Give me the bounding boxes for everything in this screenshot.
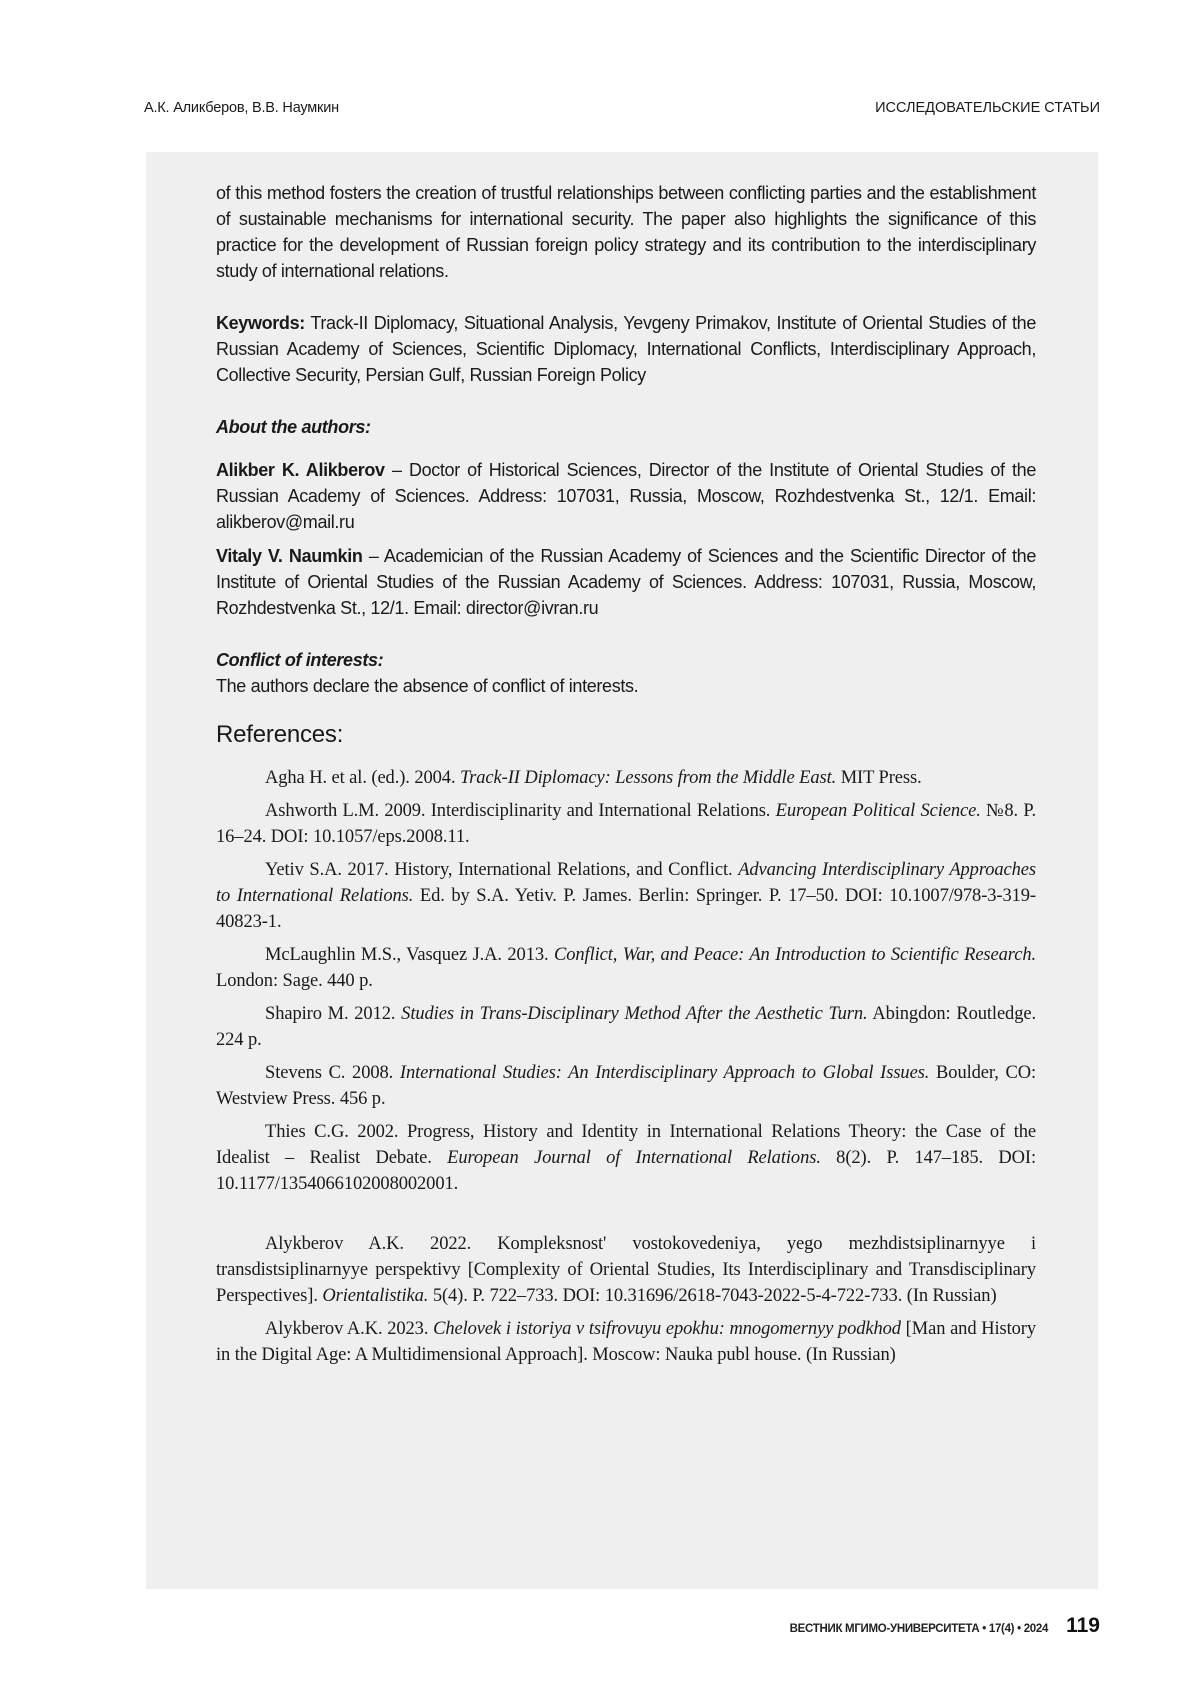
ref-text: McLaughlin M.S., Vasquez J.A. 2013. [265,945,554,965]
ref-text: №8. P. 16–24. DOI: 10.1057/eps.2008.11. [216,801,1036,847]
reference-item [216,765,1036,791]
author-name: Vitaly V. Naumkin [216,546,363,566]
references-list [216,765,1036,1368]
ref-title: Chelovek i istoriya v tsifrovuyu epokhu: mnogomernyy podkhod [433,1319,901,1339]
reference-item [216,1001,1036,1053]
reference-item [216,1316,1036,1368]
journal-info: ВЕСТНИК МГИМО-УНИВЕРСИТЕТА • 17(4) • 2024 [790,1623,1048,1635]
ref-text: MIT Press. [836,768,921,788]
references-heading: References: [216,719,1036,751]
ref-text: Thies C.G. 2002. Progress, History and Identity in International Relations Theory: the Case of the Idealist – Realist Debate. [216,1122,1036,1168]
ref-text: Ed. by S.A. Yetiv. P. James. Berlin: Springer. P. 17–50. DOI: 10.1007/978-3-319-40823-1. [216,886,1036,932]
ref-text: Abingdon: Routledge. 224 p. [216,1004,1036,1050]
author-bio: – Doctor of Historical Sciences, Director of the Institute of Oriental Studies of the Russian Academy of Sciences. Address: 107031, Russia, Moscow, Rozhdestvenka St., 12/1. Email: alikberov@mail.ru [216,460,1036,532]
author-entry [216,543,1036,621]
reference-item [216,1119,1036,1197]
reference-item [216,1060,1036,1112]
ref-text: Alykberov A.K. 2023. [265,1319,433,1339]
ref-title: European Political Science. [776,801,981,821]
author-bio: – Academician of the Russian Academy of Sciences and the Scientific Director of the Institute of Oriental Studies of the Russian Academy of Sciences. Address: 107031, Russia, Moscow, Rozhdestvenka St., 12/1. Email: director@ivran.ru [216,546,1036,618]
about-authors-heading: About the authors: [216,414,1036,440]
reference-item [216,798,1036,850]
keywords-text: Track-II Diplomacy, Situational Analysis, Yevgeny Primakov, Institute of Oriental Studies of the Russian Academy of Sciences, Scientific Diplomacy, International Conflicts, Interdisciplinary Approach, Collective Security, Persian Gulf, Russian Foreign Policy [216,313,1036,385]
reference-item [216,1231,1036,1309]
ref-title: Studies in Trans-Disciplinary Method After the Aesthetic Turn. [401,1004,867,1024]
reference-item [216,857,1036,935]
ref-text: Stevens C. 2008. [265,1063,400,1083]
author-name: Alikber K. Alikberov [216,460,385,480]
ref-text: Boulder, CO: Westview Press. 456 p. [216,1063,1036,1109]
ref-text: 5(4). P. 722–733. DOI: 10.31696/2618-7043-2022-5-4-722-733. (In Russian) [428,1286,996,1306]
abstract-continuation: of this method fosters the creation of trustful relationships between conflicting parties and the establishment of sustainable mechanisms for international security. The paper also highlights the significance of this practice for the development of Russian foreign policy strategy and its contribution to the interdisciplinary study of international relations. [216,180,1036,284]
ref-text: Agha H. et al. (ed.). 2004. [265,768,460,788]
conflict-text: The authors declare the absence of conflict of interests. [216,673,1036,699]
ref-text: [Man and History in the Digital Age: A Multidimensional Approach]. Moscow: Nauka publ house. (In Russian) [216,1319,1036,1365]
running-head [144,100,1100,124]
conflict-heading: Conflict of interests: [216,647,1036,673]
ref-title: Orientalistika. [322,1286,428,1306]
ref-text: 8(2). P. 147–185. DOI: 10.1177/1354066102008002001. [216,1148,1036,1194]
ref-text: Ashworth L.M. 2009. Interdisciplinarity and International Relations. [265,801,776,821]
ref-title: International Studies: An Interdisciplinary Approach to Global Issues. [400,1063,929,1083]
author-entry [216,457,1036,535]
ref-text: Yetiv S.A. 2017. History, International Relations, and Conflict. [265,860,738,880]
keywords-block [216,310,1036,388]
page-footer [790,1614,1100,1640]
ref-title: Advancing Interdisciplinary Approaches to International Relations. [216,860,1036,906]
page-number: 119 [1066,1614,1100,1638]
ref-text: London: Sage. 440 p. [216,971,373,991]
ref-text: Shapiro M. 2012. [265,1004,401,1024]
ref-text: Alykberov A.K. 2022. Kompleksnost' vostokovedeniya, yego mezhdistsiplinarnyye i transdistsiplinarnyye perspektivy [Complexity of Oriental Studies, Its Interdisciplinary and Transdisciplinary Perspectives]. [216,1234,1036,1306]
ref-title: Track-II Diplomacy: Lessons from the Middle East. [460,768,836,788]
ref-title: European Journal of International Relations. [447,1148,821,1168]
keywords-label: Keywords: [216,313,305,333]
running-head-authors: А.К. Аликберов, В.В. Наумкин [144,100,339,116]
reference-item [216,942,1036,994]
ref-title: Conflict, War, and Peace: An Introduction to Scientific Research. [554,945,1036,965]
article-content [216,180,1036,1375]
running-head-section: ИССЛЕДОВАТЕЛЬСКИЕ СТАТЬИ [875,100,1100,116]
